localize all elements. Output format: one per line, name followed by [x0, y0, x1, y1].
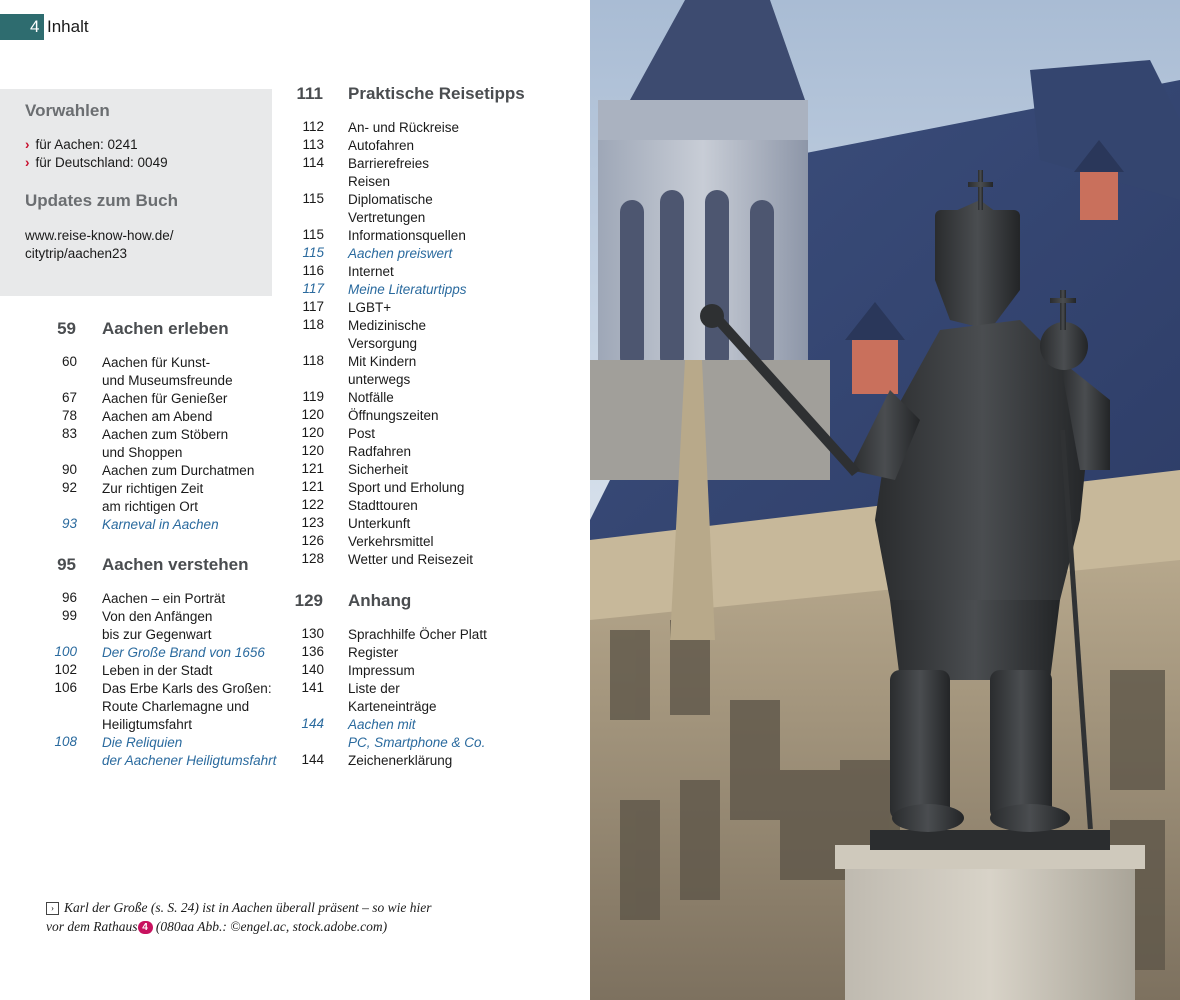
toc-entry-title[interactable]: Medizinische Versorgung [348, 318, 427, 351]
map-marker-badge: 4 [138, 921, 153, 934]
toc-entry-title[interactable]: Zur richtigen Zeit am richtigen Ort [102, 481, 204, 514]
toc-entry-page[interactable]: 113 [302, 137, 324, 152]
updates-url-line2[interactable]: citytrip/aachen23 [25, 246, 128, 261]
toc-entry-title[interactable]: Aachen für Genießer [102, 391, 228, 406]
toc-entry-page[interactable]: 144 [301, 716, 324, 731]
toc-entry-page[interactable]: 120 [301, 425, 324, 440]
toc-entry-title[interactable]: Öffnungszeiten [348, 408, 439, 423]
toc-entry-page[interactable]: 119 [302, 389, 324, 404]
toc-entry-page[interactable]: 122 [301, 497, 324, 512]
toc-entry-title[interactable]: Sicherheit [348, 462, 409, 477]
toc-entry-page[interactable]: 106 [54, 680, 77, 695]
toc-entry-page[interactable]: 60 [61, 354, 77, 369]
toc-entry-title[interactable]: Sprachhilfe Öcher Platt [348, 627, 487, 642]
toc-entry-title[interactable]: Aachen mit PC, Smartphone & Co. [348, 717, 486, 750]
toc-entry-page[interactable]: 118 [302, 317, 324, 332]
toc-entry-title[interactable]: Radfahren [348, 444, 412, 459]
toc-entry-page[interactable]: 140 [301, 662, 324, 677]
toc-entry-title[interactable]: Wetter und Reisezeit [348, 552, 474, 567]
toc-entry-page[interactable]: 67 [61, 390, 77, 405]
toc-entry-page[interactable]: 108 [54, 734, 77, 749]
section-number-anhang: 129 [294, 591, 323, 610]
toc-entry-title[interactable]: Stadttouren [348, 498, 418, 513]
toc-entry-page[interactable]: 114 [302, 155, 324, 170]
toc-entry-page[interactable]: 115 [302, 245, 324, 260]
toc-entry-title[interactable]: Der Große Brand von 1656 [102, 645, 265, 660]
updates-url-line1[interactable]: www.reise-know-how.de/ [25, 228, 174, 243]
toc-entry-title[interactable]: An- und Rückreise [348, 120, 460, 135]
toc-entry-page[interactable]: 121 [301, 479, 324, 494]
toc-entry-title[interactable]: Internet [348, 264, 394, 279]
toc-entry-page[interactable]: 112 [302, 119, 324, 134]
toc-entry-page[interactable]: 93 [61, 516, 77, 531]
toc-entry-title[interactable]: Aachen – ein Porträt [102, 591, 226, 606]
toc-entry-page[interactable]: 118 [302, 353, 324, 368]
toc-entry-title[interactable]: Autofahren [348, 138, 415, 153]
toc-entry-page[interactable]: 136 [301, 644, 324, 659]
section-title-erleben: Aachen erleben [102, 319, 229, 338]
toc-entry-title[interactable]: Sport und Erholung [348, 480, 465, 495]
toc-entry-page[interactable]: 96 [61, 590, 77, 605]
toc-entry-page[interactable]: 92 [61, 480, 77, 495]
vorwahl-aachen: › für Aachen: 0241 [25, 137, 138, 152]
photo-karl-der-grosse-statue [590, 0, 1180, 1000]
toc-entry-page[interactable]: 83 [61, 426, 77, 441]
chevron-right-icon: › [25, 155, 30, 170]
toc-entry-page[interactable]: 115 [302, 191, 324, 206]
info-box [0, 89, 272, 296]
vorwahlen-heading: Vorwahlen [25, 101, 110, 120]
page-number: 4 [30, 17, 40, 36]
toc-entry-title[interactable]: Verkehrsmittel [348, 534, 434, 549]
toc-entry-page[interactable]: 126 [301, 533, 324, 548]
section-number-erleben: 59 [57, 319, 76, 338]
toc-entry-title[interactable]: Zeichenerklärung [348, 753, 453, 768]
page-title: Inhalt [47, 17, 89, 36]
toc-entry-page[interactable]: 141 [301, 680, 324, 695]
toc-entry-title[interactable]: Leben in der Stadt [102, 663, 213, 678]
toc-entry-title[interactable]: Informationsquellen [348, 228, 466, 243]
toc-entry-title[interactable]: Liste der Karteneinträge [348, 681, 437, 714]
photo-caption: › Karl der Große (s. S. 24) ist in Aachen überall präsent – so wie hier vor dem Rathaus 4 (080aa Abb.: ©engel.ac, stock.adobe.com) [46, 900, 432, 934]
section-number-reisetipps: 111 [296, 84, 323, 103]
toc-entry-title[interactable]: Post [348, 426, 376, 441]
toc-entry-page[interactable]: 121 [301, 461, 324, 476]
toc-entry-title[interactable]: Unterkunft [348, 516, 411, 531]
toc-entry-title[interactable]: Karneval in Aachen [102, 517, 219, 532]
toc-entry-page[interactable]: 100 [54, 644, 77, 659]
updates-heading: Updates zum Buch [25, 191, 179, 210]
toc-entry-page[interactable]: 120 [301, 407, 324, 422]
toc-entry-title[interactable]: Die Reliquien der Aachener Heiligtumsfahrt [102, 735, 277, 768]
toc-entry-page[interactable]: 117 [302, 299, 324, 314]
statue-photo [590, 0, 1180, 1000]
toc-entry-page[interactable]: 123 [301, 515, 324, 530]
toc-entry-page[interactable]: 130 [301, 626, 324, 641]
toc-entry-page[interactable]: 102 [54, 662, 77, 677]
section-title-anhang: Anhang [348, 591, 412, 610]
toc-entry-page[interactable]: 144 [301, 752, 324, 767]
toc-entry-title[interactable]: Diplomatische Vertretungen [348, 192, 433, 225]
chevron-right-icon: › [25, 137, 30, 152]
section-title-reisetipps: Praktische Reisetipps [348, 84, 525, 103]
toc-entry-page[interactable]: 117 [302, 281, 324, 296]
toc-entry-title[interactable]: Aachen zum Stöbern und Shoppen [102, 427, 229, 460]
section-title-verstehen: Aachen verstehen [102, 555, 249, 574]
vorwahl-deutschland: › für Deutschland: 0049 [25, 155, 168, 170]
toc-entry-title[interactable]: Meine Literaturtipps [348, 282, 467, 297]
toc-entry-page[interactable]: 128 [301, 551, 324, 566]
toc-entry-title[interactable]: Aachen zum Durchatmen [102, 463, 255, 478]
toc-entry-title[interactable]: Aachen für Kunst- und Museumsfreunde [102, 355, 233, 388]
toc-entry-page[interactable]: 116 [302, 263, 324, 278]
toc-entry-title[interactable]: LGBT+ [348, 300, 392, 315]
toc-entry-page[interactable]: 99 [61, 608, 77, 623]
toc-entry-page[interactable]: 120 [301, 443, 324, 458]
toc-entry-title[interactable]: Mit Kindern unterwegs [348, 354, 417, 387]
toc-entry-page[interactable]: 90 [61, 462, 77, 477]
toc-entry-title[interactable]: Aachen preiswert [348, 246, 453, 261]
toc-entry-title[interactable]: Impressum [348, 663, 415, 678]
toc-entry-title[interactable]: Von den Anfängen bis zur Gegenwart [102, 609, 213, 642]
section-number-verstehen: 95 [57, 555, 76, 574]
toc-entry-page[interactable]: 115 [302, 227, 324, 242]
toc-entry-title[interactable]: Das Erbe Karls des Großen: Route Charlemagne und Heiligtumsfahrt [102, 681, 272, 732]
toc-entry-title[interactable]: Aachen am Abend [102, 409, 213, 424]
caption-arrow-icon: › [46, 902, 59, 915]
toc-entry-page[interactable]: 78 [61, 408, 77, 423]
toc-entry-title[interactable]: Register [348, 645, 399, 660]
toc-entry-title[interactable]: Notfälle [348, 390, 394, 405]
toc-entry-title[interactable]: Barrierefreies Reisen [348, 156, 430, 189]
